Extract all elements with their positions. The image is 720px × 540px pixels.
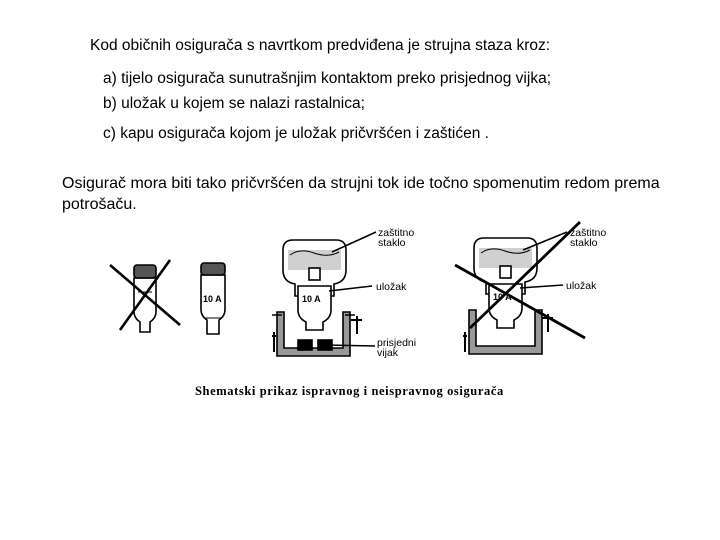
rating-label-correct: 10 A <box>302 294 321 304</box>
fuse-diagram <box>100 210 660 410</box>
label-glass-1: zaštitno <box>378 227 415 239</box>
intro-text: Kod običnih osigurača s navrtkom predviđena je strujna staza kroz: <box>90 37 551 54</box>
label-cartridge-right: uložak <box>566 280 597 292</box>
label-cartridge: uložak <box>376 281 407 293</box>
rating-label-small: 10 A <box>203 294 222 304</box>
label-glass-2: staklo <box>378 237 406 249</box>
cartridge-right-small <box>201 263 225 334</box>
label-glass-2-right: staklo <box>570 237 598 249</box>
cartridge-crossed-left <box>110 260 180 332</box>
note-text: Osigurač mora biti tako pričvršćen da strujni tok ide točno spomenutim redom prema potrošaču. <box>62 175 660 213</box>
list-item-b: b) uložak u kojem se nalazi rastalnica; <box>103 95 365 112</box>
fuse-assembly-correct <box>272 232 376 356</box>
list-item-a: a) tijelo osigurača sunutrašnjim kontaktom preko prisjednog vijka; <box>103 70 551 87</box>
label-glass-1-right: zaštitno <box>570 227 607 239</box>
rating-label-incorrect: 10 A <box>493 292 512 302</box>
figure-caption: Shematski prikaz ispravnog i neispravnog osigurača <box>195 384 504 398</box>
label-screw-2: vijak <box>377 347 399 359</box>
list-item-c: c) kapu osigurača kojom je uložak pričvršćen i zaštićen . <box>103 125 489 142</box>
label-screw-1: prisjedni <box>377 337 417 349</box>
